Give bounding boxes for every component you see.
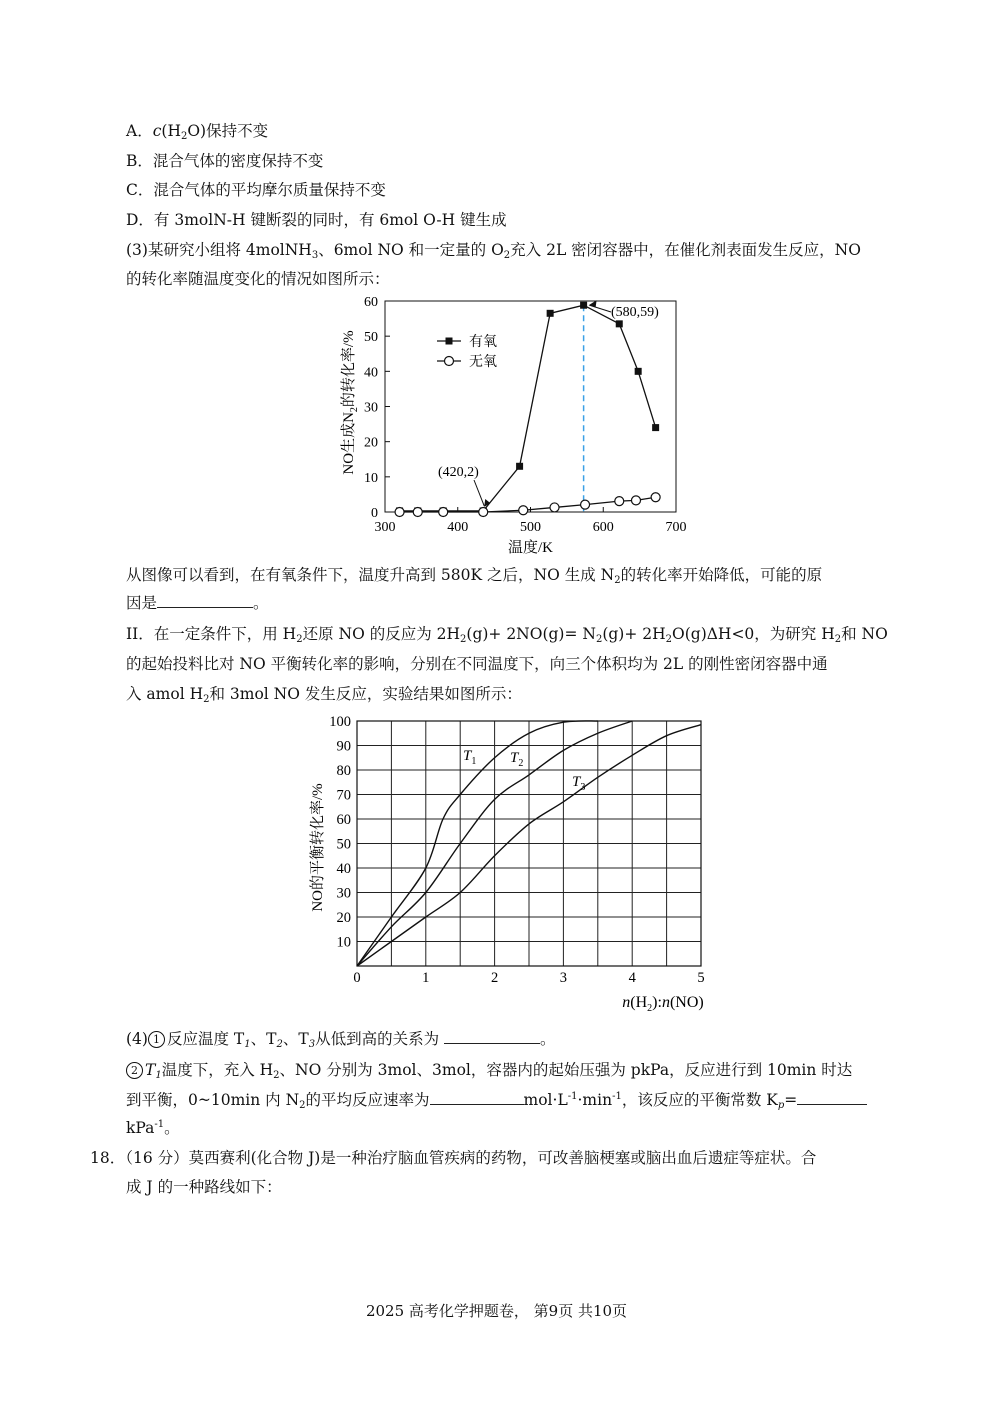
data-point-circle: [550, 503, 559, 512]
q18-line-1: 18．（16 分）莫西赛利(化合物 J)是一种治疗脑血管疾病的药物，可改善脑梗塞或脑出血后遗症等症状。合: [90, 1149, 817, 1167]
annotation-label: (420,2): [438, 465, 479, 480]
answer-blank[interactable]: [157, 593, 253, 608]
q3-line-2: 的转化率随温度变化的情况如图所示：: [126, 270, 390, 288]
y-tick-label: 10: [364, 470, 378, 486]
y-tick-label: 30: [364, 400, 378, 416]
answer-blank[interactable]: [444, 1029, 540, 1044]
y-tick-label: 50: [364, 330, 378, 346]
y-tick-label: 30: [336, 885, 351, 902]
x-tick-label: 0: [353, 970, 361, 986]
answer-blank[interactable]: [430, 1090, 524, 1105]
y-tick-label: 60: [336, 812, 351, 828]
data-point-square: [516, 463, 523, 470]
option-a: A．$c(H_2O)$保持不变: [126, 122, 269, 142]
data-point-square: [616, 320, 623, 327]
series-line-0: [400, 305, 656, 511]
data-point-circle: [395, 508, 404, 517]
y-tick-label: 90: [336, 738, 351, 755]
data-point-circle: [519, 506, 528, 515]
q3-answer-line-1: 从图像可以看到，在有氧条件下，温度升高到 580K 之后，NO 生成 $N_2$的转化率开始降低，可能的原: [126, 566, 823, 586]
data-point-circle: [413, 508, 422, 517]
y-tick-label: 20: [364, 435, 378, 451]
data-point-circle: [631, 496, 640, 505]
x-tick-label: 1: [422, 970, 430, 986]
y-tick-label: 0: [371, 506, 378, 521]
x-tick-label: 2: [490, 970, 499, 986]
curve-label: $T_2$: [510, 750, 524, 769]
y-axis-label: NO生成$N_2$的转化率/%: [341, 330, 360, 475]
x-tick-label: 500: [520, 520, 541, 535]
legend-marker-square: [446, 338, 453, 345]
data-point-circle: [581, 500, 590, 509]
section-2-line-3: 入 amol $H_2$和 3mol NO 发生反应，实验结果如图所示：: [126, 685, 522, 705]
q3-answer-line-2: 因是 。: [126, 594, 269, 612]
q4-line-3: 到平衡，0~10min 内 $N_2$的平均反应速率为 $mol\cdot L^{-1}\cdot\min^{-1}$，该反应的平衡常数 $K_p=$: [126, 1089, 867, 1111]
data-point-square: [580, 302, 587, 309]
y-axis-label: NO的平衡转化率/%: [310, 783, 326, 912]
data-point-square: [652, 424, 659, 431]
x-tick-label: 600: [592, 520, 614, 535]
legend-marker-circle: [445, 357, 454, 366]
curve-label: $T_1$: [463, 748, 477, 767]
x-tick-label: 300: [374, 520, 396, 535]
y-tick-label: 50: [336, 836, 351, 853]
option-c: C．混合气体的平均摩尔质量保持不变: [126, 181, 386, 199]
y-tick-label: 40: [364, 365, 378, 381]
y-tick-label: 100: [329, 714, 351, 730]
plot-frame: [385, 301, 676, 512]
x-axis-label: 温度/K: [507, 540, 554, 556]
answer-blank[interactable]: [797, 1090, 867, 1105]
x-tick-label: 3: [559, 970, 568, 986]
equilibrium-conversion-chart: [296, 706, 726, 1016]
data-point-square: [547, 310, 554, 317]
conversion-vs-temperature-chart: [330, 296, 710, 561]
y-tick-label: 40: [336, 861, 351, 877]
x-tick-label: 5: [697, 970, 705, 986]
data-point-circle: [615, 497, 624, 506]
data-point-circle: [439, 508, 448, 517]
y-tick-label: 80: [336, 763, 351, 779]
q4-line-4: kPa$^{-1}$。: [126, 1118, 180, 1137]
q4-line-1: (4) 1 反应温度 $T_1$、$T_2$、$T_3$从低到高的关系为 。: [126, 1030, 556, 1050]
annotation-arrow: [474, 480, 484, 506]
legend-label: 无氧: [469, 355, 497, 370]
section-2-line-2: 的起始投料比对 NO 平衡转化率的影响，分别在不同温度下，向三个体积均为 2L 的刚性密闭容器中通: [126, 655, 828, 673]
curve-label: $T_3$: [572, 774, 586, 793]
x-tick-label: 4: [628, 970, 636, 986]
x-tick-label: 400: [447, 520, 469, 535]
y-tick-label: 10: [336, 934, 351, 951]
x-axis-label: $n(H_2):n(NO)$: [622, 994, 704, 1014]
x-tick-label: 700: [665, 520, 687, 535]
legend-label: 有氧: [469, 335, 497, 350]
q18-line-2: 成 J 的一种路线如下：: [126, 1178, 282, 1196]
y-tick-label: 20: [336, 910, 351, 926]
page-footer: 2025 高考化学押题卷， 第9页 共10页: [365, 1302, 628, 1320]
option-d: D．有 3molN-H 键断裂的同时，有 6mol O-H 键生成: [126, 211, 507, 229]
data-point-square: [635, 368, 642, 375]
circled-number-1: 1: [148, 1031, 165, 1048]
section-2-line-1: II．在一定条件下，用 $H_2$还原 NO 的反应为 $2H_2(g)+ 2NO(g)= N_2(g)+ 2H_2O(g)\Delta H<0$，为研究 $H_2$和 NO: [126, 625, 888, 645]
option-b: B．混合气体的密度保持不变: [126, 152, 324, 170]
data-point-circle: [479, 508, 488, 517]
y-tick-label: 70: [336, 787, 351, 804]
data-point-circle: [651, 493, 660, 502]
y-tick-label: 60: [364, 296, 378, 310]
q4-line-2: 2 $T_1$温度下，充入 $H_2$、NO 分别为 3mol、3mol，容器内的起始压强为 pkPa，反应进行到 10min 时达: [126, 1059, 852, 1081]
q3-line-1: (3)某研究小组将 4molNH$_3$、6mol NO 和一定量的 $O_2$充入 2L 密闭容器中，在催化剂表面发生反应，NO: [126, 241, 861, 261]
circled-number-2: 2: [126, 1062, 143, 1079]
annotation-label: (580,59): [611, 305, 659, 320]
